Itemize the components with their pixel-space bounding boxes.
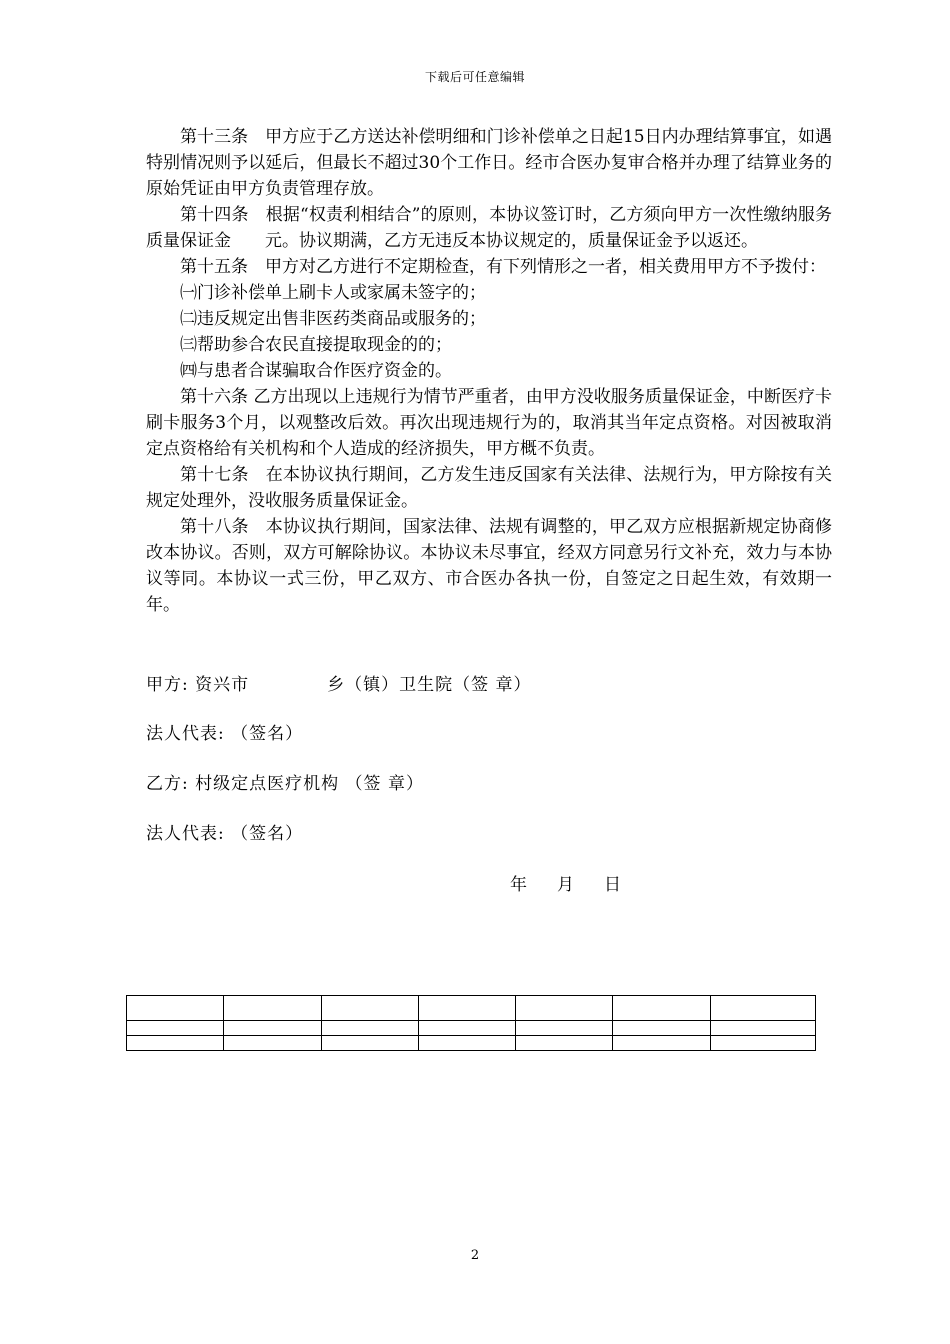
signing-date [510, 873, 621, 897]
table-cell [710, 1036, 815, 1051]
date-day: 日 [604, 875, 621, 895]
date-year: 年 [510, 875, 527, 895]
party-a-prefix: 甲方: 资兴市 [146, 675, 250, 695]
table-cell [321, 996, 418, 1021]
article-18: 第十八条 本协议执行期间，国家法律、法规有调整的，甲乙双方应根据新规定协商修改本协议。否则，双方可解除协议。本协议未尽事宜，经双方同意另行文补充，效力与本协议等同。本协议一式三份，甲乙双方、市合医办各执一份，自签定之日起生效，有效期一年。 [146, 517, 832, 615]
article-16: 第十六条 乙方出现以上违规行为情节严重者，由甲方没收服务质量保证金，中断医疗卡刷卡服务3个月，以观整改后效。再次出现违规行为的，取消其当年定点资格。对因被取消定点资格给有关机构和个人造成的经济损失，甲方概不负责。 [146, 387, 832, 459]
party-a-signature [146, 673, 532, 697]
article-13: 第十三条 甲方应于乙方送达补偿明细和门诊补偿单之日起15日内办理结算事宜，如遇特别情况则予以延后，但最长不超过30个工作日。经市合医办复审合格并办理了结算业务的原始凭证由甲方负责管理存放。 [146, 127, 832, 199]
table-cell [224, 996, 321, 1021]
page-number: 2 [470, 1248, 480, 1263]
list-item: ㈡违反规定出售非医药类商品或服务的； [180, 309, 486, 329]
table-cell [516, 1021, 613, 1036]
table-cell [710, 996, 815, 1021]
table-cell [418, 1036, 515, 1051]
table-cell [127, 1036, 224, 1051]
party-b-representative: 法人代表: （签名） [146, 824, 304, 844]
list-item: ㈢帮助参合农民直接提取现金的的； [180, 335, 452, 355]
table-cell [613, 1021, 710, 1036]
empty-table [126, 995, 816, 1051]
table-cell [127, 996, 224, 1021]
table-cell [613, 996, 710, 1021]
table-cell [516, 1036, 613, 1051]
page-header: 下载后可任意编辑 [424, 70, 525, 84]
table-cell [418, 1021, 515, 1036]
party-a-suffix: 乡（镇）卫生院（签 章） [327, 675, 532, 695]
table-cell [127, 1021, 224, 1036]
party-b-signature: 乙方: 村级定点医疗机构 （签 章） [146, 774, 424, 794]
table-cell [516, 996, 613, 1021]
table-cell [321, 1021, 418, 1036]
table-cell [613, 1036, 710, 1051]
date-month: 月 [557, 875, 574, 895]
table-cell [710, 1021, 815, 1036]
agreement-body [146, 124, 832, 618]
table-cell [224, 1036, 321, 1051]
list-item: ㈣与患者合谋骗取合作医疗资金的。 [180, 361, 452, 381]
table-cell [224, 1021, 321, 1036]
article-14: 第十四条 根据“权责利相结合”的原则，本协议签订时，乙方须向甲方一次性缴纳服务质量保证金 元。协议期满，乙方无违反本协议规定的，质量保证金予以返还。 [146, 205, 832, 251]
article-17: 第十七条 在本协议执行期间，乙方发生违反国家有关法律、法规行为，甲方除按有关规定处理外，没收服务质量保证金。 [146, 465, 832, 511]
table-cell [418, 996, 515, 1021]
list-item: ㈠门诊补偿单上刷卡人或家属未签字的； [180, 283, 486, 303]
party-a-representative: 法人代表: （签名） [146, 724, 304, 744]
table-cell [321, 1036, 418, 1051]
article-15: 第十五条 甲方对乙方进行不定期检查，有下列情形之一者，相关费用甲方不予拨付： [180, 257, 826, 277]
